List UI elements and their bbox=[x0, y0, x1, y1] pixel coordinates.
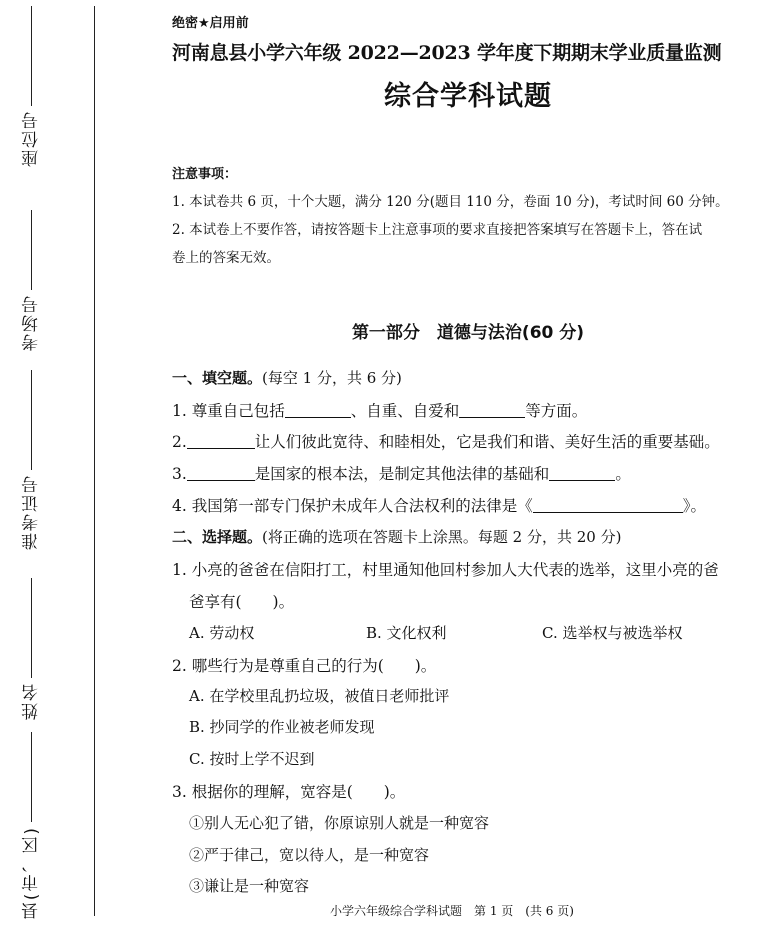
county-label: 县(市、区) bbox=[21, 826, 42, 920]
choice-question-1-line-2: 爸享有( )。 bbox=[189, 593, 295, 611]
county-field bbox=[14, 732, 48, 919]
choice-question-2: 2. 哪些行为是尊重自己的行为( )。 bbox=[172, 657, 437, 675]
student-name-label: 姓名 bbox=[21, 682, 42, 720]
choice-question-1-line-1: 1. 小亮的爸爸在信阳打工，村里通知他回村参加人大代表的选举，这里小亮的爸 bbox=[172, 561, 719, 579]
answer-blank bbox=[187, 433, 255, 450]
seat-number-field bbox=[14, 6, 48, 167]
binding-cut-line bbox=[94, 6, 95, 916]
fill-section-heading bbox=[172, 367, 402, 388]
choice-section-note: (将正确的选项在答题卡上涂黑。每题 2 分，共 20 分) bbox=[262, 528, 622, 546]
choice-q2-option-c: C. 按时上学不迟到 bbox=[189, 750, 315, 768]
ticket-number-field bbox=[14, 370, 48, 550]
choice-q2-option-a: A. 在学校里乱扔垃圾，被值日老师批评 bbox=[189, 687, 450, 705]
fill-question-2: 2. 让人们彼此宽待、和睦相处，它是我们和谐、美好生活的重要基础。 bbox=[172, 433, 720, 451]
ticket-number-label: 准考证号 bbox=[21, 474, 42, 550]
answer-blank bbox=[459, 402, 525, 419]
choice-q1-option-c: C. 选举权与被选举权 bbox=[542, 624, 683, 642]
choice-q3-item-2: ②严于律己，宽以待人，是一种宽容 bbox=[189, 846, 430, 864]
fill-question-4: 4. 我国第一部专门保护未成年人合法权利的法律是《 》。 bbox=[172, 497, 706, 515]
binding-margin bbox=[0, 0, 100, 930]
fill-section-note: (每空 1 分，共 6 分) bbox=[262, 369, 402, 387]
fill-question-3: 3. 是国家的根本法，是制定其他法律的基础和 。 bbox=[172, 465, 631, 483]
choice-section-title: 二、选择题。 bbox=[172, 528, 263, 546]
choice-section-heading bbox=[172, 526, 621, 547]
exam-title: 河南息县小学六年级 2022—2023 学年度下期期末学业质量监测 bbox=[172, 42, 722, 64]
notice-item-2-line-2: 卷上的答案无效。 bbox=[172, 250, 280, 266]
choice-q3-item-1: ①别人无心犯了错，你原谅别人就是一种宽容 bbox=[189, 814, 490, 832]
fill-section-title: 一、填空题。 bbox=[172, 369, 263, 387]
notice-item-1: 1. 本试卷共 6 页，十个大题，满分 120 分(题目 110 分，卷面 10 分)，考试时间 60 分钟。 bbox=[172, 194, 729, 210]
choice-q1-option-a: A. 劳动权 bbox=[189, 624, 255, 642]
notice-heading: 注意事项： bbox=[172, 167, 238, 182]
notice-item-2-line-1: 2. 本试卷上不要作答，请按答题卡上注意事项的要求直接把答案填写在答题卡上，答在试 bbox=[172, 222, 703, 238]
choice-q3-item-3: ③谦让是一种宽容 bbox=[189, 877, 310, 895]
choice-q1-option-b: B. 文化权利 bbox=[366, 624, 447, 642]
confidential-mark: 绝密★启用前 bbox=[172, 16, 249, 31]
answer-blank bbox=[533, 497, 683, 514]
page-footer: 小学六年级综合学科试题 第 1 页 (共 6 页) bbox=[330, 904, 574, 918]
choice-question-3: 3. 根据你的理解，宽容是( )。 bbox=[172, 783, 406, 801]
answer-blank bbox=[187, 465, 255, 482]
choice-q2-option-b: B. 抄同学的作业被老师发现 bbox=[189, 718, 375, 736]
answer-blank bbox=[285, 402, 351, 419]
seat-number-label: 座位号 bbox=[21, 110, 42, 167]
part-1-title: 第一部分 道德与法治(60 分) bbox=[351, 323, 585, 343]
student-name-field bbox=[14, 578, 48, 720]
exam-room-field bbox=[14, 210, 48, 351]
fill-question-1: 1. 尊重自己包括 、自重、自爱和 等方面。 bbox=[172, 402, 588, 420]
exam-subtitle: 综合学科试题 bbox=[384, 81, 552, 112]
answer-blank bbox=[549, 465, 615, 482]
exam-room-label: 考场号 bbox=[21, 294, 42, 351]
